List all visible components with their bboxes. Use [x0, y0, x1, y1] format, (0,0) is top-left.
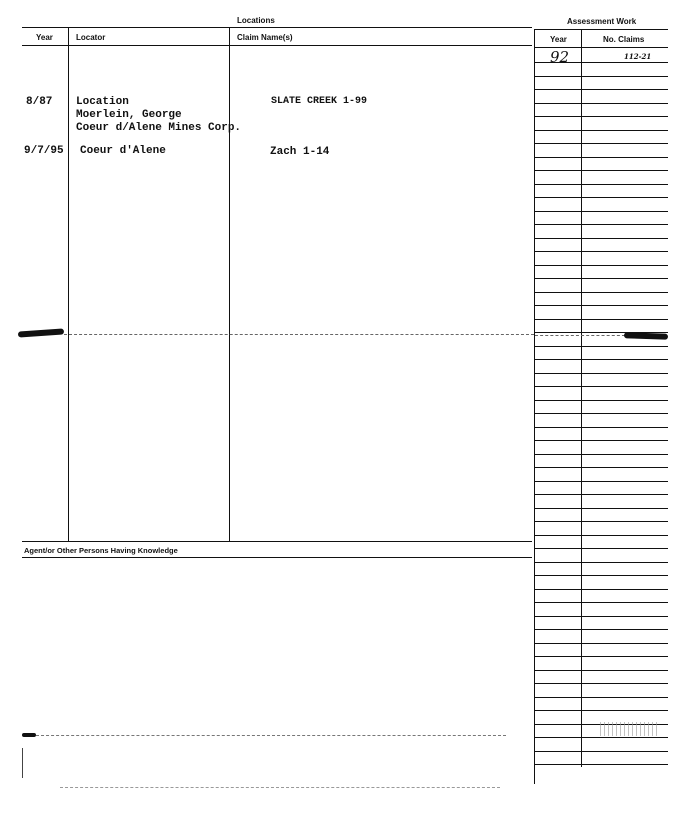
- agent-section-label: Agent/or Other Persons Having Knowledge: [24, 546, 178, 555]
- locations-header: Locations: [237, 16, 275, 25]
- entry-claim-name: SLATE CREEK 1-99: [271, 96, 368, 107]
- ledger-row-line: [535, 157, 668, 158]
- ledger-row-line: [535, 89, 668, 90]
- ledger-row-line: [535, 535, 668, 536]
- ledger-row-line: [535, 737, 668, 738]
- fold-mark-left: [18, 328, 64, 337]
- ledger-row-line: [535, 481, 668, 482]
- ledger-row-line: [535, 265, 668, 266]
- column-header-rule: [22, 45, 532, 46]
- top-rule: [22, 27, 532, 28]
- entry-locator-line: Coeur d'Alene: [80, 145, 166, 157]
- aw-year-value: 92: [550, 48, 570, 66]
- ledger-row-line: [535, 764, 668, 765]
- ledger-row-line: [535, 130, 668, 131]
- fold-mark-right: [624, 332, 668, 340]
- ledger-row-line: [535, 467, 668, 468]
- ledger-row-line: [535, 562, 668, 563]
- col-header-aw-year: Year: [550, 35, 567, 44]
- ledger-row-line: [535, 427, 668, 428]
- ledger-row-line: [535, 683, 668, 684]
- ledger-row-line: [535, 656, 668, 657]
- ledger-row-line: [535, 251, 668, 252]
- entry-claim-name: Zach 1-14: [270, 146, 330, 158]
- ledger-row-line: [535, 373, 668, 374]
- ledger-row-line: [535, 494, 668, 495]
- ledger-row-line: [535, 697, 668, 698]
- ledger-row-line: [535, 616, 668, 617]
- ledger-row-line: [535, 238, 668, 239]
- agent-section-top-rule: [22, 541, 532, 542]
- ledger-row-line: [535, 278, 668, 279]
- aw-no-claims-value: 112-21: [624, 52, 652, 61]
- ledger-row-line: [535, 589, 668, 590]
- ledger-row-line: [535, 508, 668, 509]
- left-edge-mark: [22, 748, 23, 778]
- ledger-row-line: [535, 400, 668, 401]
- entry-year: 8/87: [26, 96, 53, 108]
- bottom-smudge: [600, 722, 660, 736]
- ledger-row-line: [535, 386, 668, 387]
- ledger-row-line: [535, 211, 668, 212]
- ledger-row-line: [535, 346, 668, 347]
- entry-year: 9/7/95: [24, 145, 64, 157]
- ledger-row-line: [535, 643, 668, 644]
- col-header-no-claims: No. Claims: [603, 35, 645, 44]
- ledger-row-line: [535, 170, 668, 171]
- ledger-row-line: [535, 143, 668, 144]
- entry-locator-line: Moerlein, George: [76, 109, 182, 121]
- ledger-row-line: [535, 359, 668, 360]
- ledger-row-line: [535, 548, 668, 549]
- ledger-row-line: [535, 602, 668, 603]
- bottom-fold-mark: [22, 733, 36, 737]
- ledger-row-line: [535, 116, 668, 117]
- year-locator-divider: [68, 27, 69, 541]
- ledger-row-line: [535, 184, 668, 185]
- locator-claims-divider: [229, 27, 230, 541]
- ledger-row-line: [535, 103, 668, 104]
- ledger-row-line: [535, 305, 668, 306]
- ledger-row-line: [535, 292, 668, 293]
- fold-line-right: [535, 335, 625, 336]
- col-header-claim-names: Claim Name(s): [237, 33, 293, 42]
- assessment-work-header: Assessment Work: [567, 17, 637, 26]
- ledger-row-line: [535, 76, 668, 77]
- agent-section-bottom-rule: [22, 557, 532, 558]
- ledger-row-line: [535, 710, 668, 711]
- ledger-row-line: [535, 751, 668, 752]
- bottom-edge-noise: [60, 787, 500, 788]
- ledger-row-line: [535, 319, 668, 320]
- ledger-row-line: [535, 454, 668, 455]
- col-header-year: Year: [36, 33, 53, 42]
- ledger-row-line: [535, 629, 668, 630]
- ledger-row-line: [535, 670, 668, 671]
- entry-locator-line: Coeur d/Alene Mines Corp.: [76, 122, 242, 134]
- entry-locator-line: Location: [76, 96, 129, 108]
- bottom-fold-line: [36, 735, 506, 736]
- fold-line: [64, 334, 534, 335]
- ledger-row-line: [535, 413, 668, 414]
- aw-top-rule: [535, 29, 668, 30]
- col-header-locator: Locator: [76, 33, 106, 42]
- ledger-row-line: [535, 197, 668, 198]
- ledger-row-line: [535, 440, 668, 441]
- ledger-row-line: [535, 575, 668, 576]
- ledger-row-line: [535, 521, 668, 522]
- ledger-row-line: [535, 224, 668, 225]
